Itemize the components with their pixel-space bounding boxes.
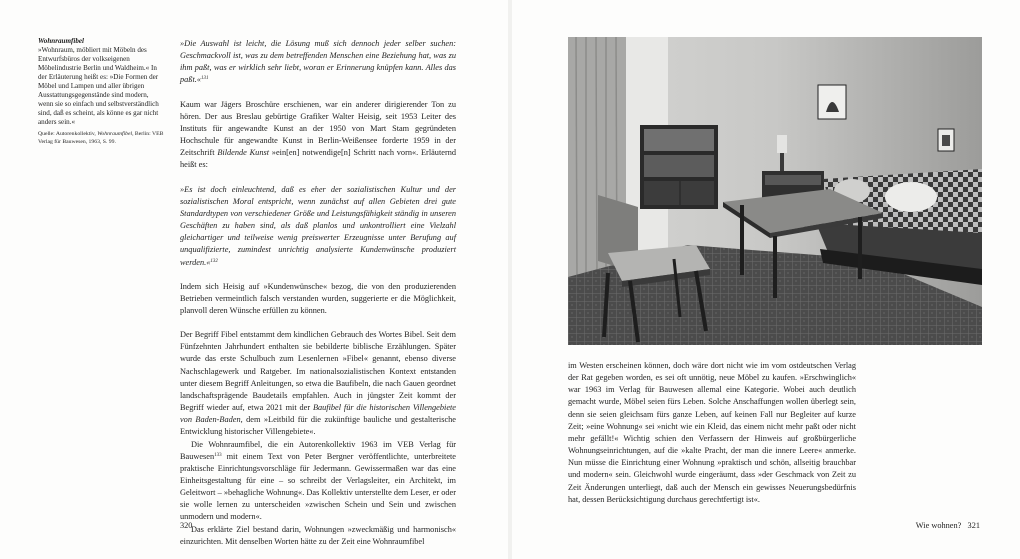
paragraph-kundenwuensche: Indem sich Heisig auf »Kundenwünsche« bezog, die von den produzierenden Betrieben vermeintlich falsch verstanden wurden, suggerierte er die Möglichkeit, planvoll deren Wünsche erfüllen zu können. [180, 281, 456, 315]
paragraph-wohnraumfibel [180, 439, 456, 524]
caption-sidebar [38, 37, 164, 146]
quote-heisig [180, 184, 456, 269]
caption-title: Wohnraumfibel [38, 37, 84, 45]
right-text-column [568, 360, 856, 506]
quote-jaeger [180, 38, 456, 87]
paragraph-wohnraumfibel-part-b: mit einem Text von Peter Bergner veröffentlichte, unterbreitete praktische Einrichtungsvorschläge für Jedermann. Gewissermaßen war das eine Einheitsgestaltung für eine – so schreibt der Verlagsleiter, ein Architekt, im Geleitwort – »behagliche Wohnung«. Das Kollektiv unterstellte dem Leser, er oder sie wolle lernen zu unterscheiden »zwischen Schein und Sein und zwischen unmodern und modern«. [180, 451, 456, 522]
paragraph-fibel-part-a: Der Begriff Fibel entstammt dem kindlichen Gebrauch des Wortes Bibel. Seit dem Fünfzehnten Jahrhundert enthalten sie bebilderte biblische Erzählungen. Später wurde das erste Schulbuch zum Lesenlernen »Fibel« genannt, ebenso diverse Nachschlagewerk und Ratgeber. Im nationalsozialistischen Kontext entstanden unter diesem Begriff Anleitungen, so etwa die Baufibeln, die nach Gauen geordnet landschaftsprägende Baudetails empfahlen. Auch in jüngster Zeit kommt der Begriff wieder auf, etwa 2021 mit der [180, 330, 456, 413]
journal-title: Bildende Kunst [217, 148, 270, 158]
room-photo [568, 37, 982, 345]
footnote-ref-131: 131 [200, 76, 209, 82]
footnote-ref-133: 133 [214, 452, 222, 458]
source-prefix: Quelle: Autorenkollektiv, [38, 131, 98, 138]
page-number-left: 320 [180, 521, 193, 530]
baufibel-title: Baufibel für die historischen Villengebiete von Baden-Baden [180, 403, 456, 425]
photo-bookshelf [640, 125, 718, 209]
paragraph-heisig [180, 99, 456, 172]
paragraph-wohnraumfibel-part-a: Die Wohnraumfibel, die ein Autorenkollektiv 1963 im VEB Verlag für Bauwesen [180, 439, 456, 461]
left-page [0, 0, 508, 559]
source-suffix: , Berlin: VEB Verlag für Bauwesen, 1963, S. 99. [38, 131, 164, 145]
caption-source [38, 131, 164, 145]
paragraph-heisig-part-a: Kaum war Jägers Broschüre erschienen, war ein anderer dirigierender Ton zu hören. Der aus Breslau gebürtige Grafiker Walter Heisig, seit 1953 Leiter des Instituts für angewandte Kunst an der 1950 von Mart Stam gegründeten Hochschule für angewandte Kunst in Berlin-Weißensee forderte 1959 in der Zeitschrift [180, 99, 456, 158]
paragraph-fibel [180, 329, 456, 438]
page-number-right: 321 [967, 521, 980, 530]
paragraph-ziel: Das erklärte Ziel bestand darin, Wohnungen »zweckmäßig und harmonisch« einzurichten. Mit denselben Worten hätte zu der Zeit eine Wohnraumfibel [180, 524, 456, 546]
running-head-title: Wie wohnen? [915, 521, 962, 530]
paragraph-fibel-part-b: , dem »Leitbild für die zukünftige bauliche und gestalterische Entwicklung historischer Villengebiete«. [180, 415, 456, 437]
paragraph-heisig-part-b: »ein[en] notwendige[n] Schritt nach vorn«. Erläuternd heißt es: [180, 148, 457, 170]
quote-jaeger-text: »Die Auswahl ist leicht, die Lösung muß sich dennoch jeder selber suchen: Geschmackvoll ist, was zu dem betreffenden Menschen eine Beziehung hat, was zu ihm paßt, was er wirklich sehr liebt, woran er Erinnerung knüpfen kann. Alles das paßt.« [180, 39, 456, 85]
source-title: Wohnraumfibel [97, 131, 133, 138]
footnote-ref-132: 132 [210, 258, 218, 264]
caption-text: »Wohnraum, möbliert mit Möbeln des Entwurfsbüros der volkseigenen Möbelindustrie Berlin und Waldheim.« In der Erläuterung heißt es: »Die Formen der Möbel und Lampen und aller übrigen Ausstattungsgegenstände sind modern, wenn sie so einfach und selbstverständlich sind, daß es scheint, als könne es gar nicht anders sein.« [38, 46, 159, 127]
main-text-column [180, 38, 456, 548]
paragraph-erschwinglich: im Westen erscheinen können, doch wäre dort nicht wie im vom ostdeutschen Verlag der Rat gegeben worden, es sei oft unnötig, neue Möbel zu kaufen. »Erschwinglich« war 1963 im Verlag für Bauwesen allemal eine Kategorie. Wobei auch deutlich gemacht wurde, Möbel seien fürs Leben. Solche Anschaffungen wollen überlegt sein, denn sie seien gleichsam fürs ganze Leben, auf keinen Fall nur Begleiter auf kurze Zeit; »eine Wohnung« sei »nicht wie ein Kleid, das einem nicht mehr paßt oder nicht mehr gefällt!« Wichtig schien den Verfassern der Hinweis auf großbürgerliche Wohnungseinrichtungen, auf die »kalte Pracht, der man die innere Leere« anmerke. Nun müsse die Einrichtung einer Wohnung »praktisch und schön, allseitig brauchbar und modern« sein. Gleichwohl wurde eingeräumt, dass »der Geschmack von Zeit zu Zeit Änderungen unterliegt, daß auch der Mensch ein gewisses Neuerungsbedürfnis hat, dessen Berücksichtigung durchaus gerechtfertigt ist«. [568, 361, 856, 504]
quote-heisig-text: »Es ist doch einleuchtend, daß es eher der sozialistischen Kultur und der sozialistischen Moral entspricht, wenn zunächst auf allen Gebieten drei gute Standardtypen von verschiedener Größe und Leistungsfähigkeit ständig in unseren Geschäften zu haben sind, als daß planlos und unkontrolliert eine Vielzahl gleichartiger und teilweise wenig preiswerter Erzeugnisse unter Berufung auf unqualifizierte, zumindest unrichtig analysierte Kundenwünsche produziert werden.« [180, 184, 456, 267]
running-foot-right [916, 521, 980, 530]
